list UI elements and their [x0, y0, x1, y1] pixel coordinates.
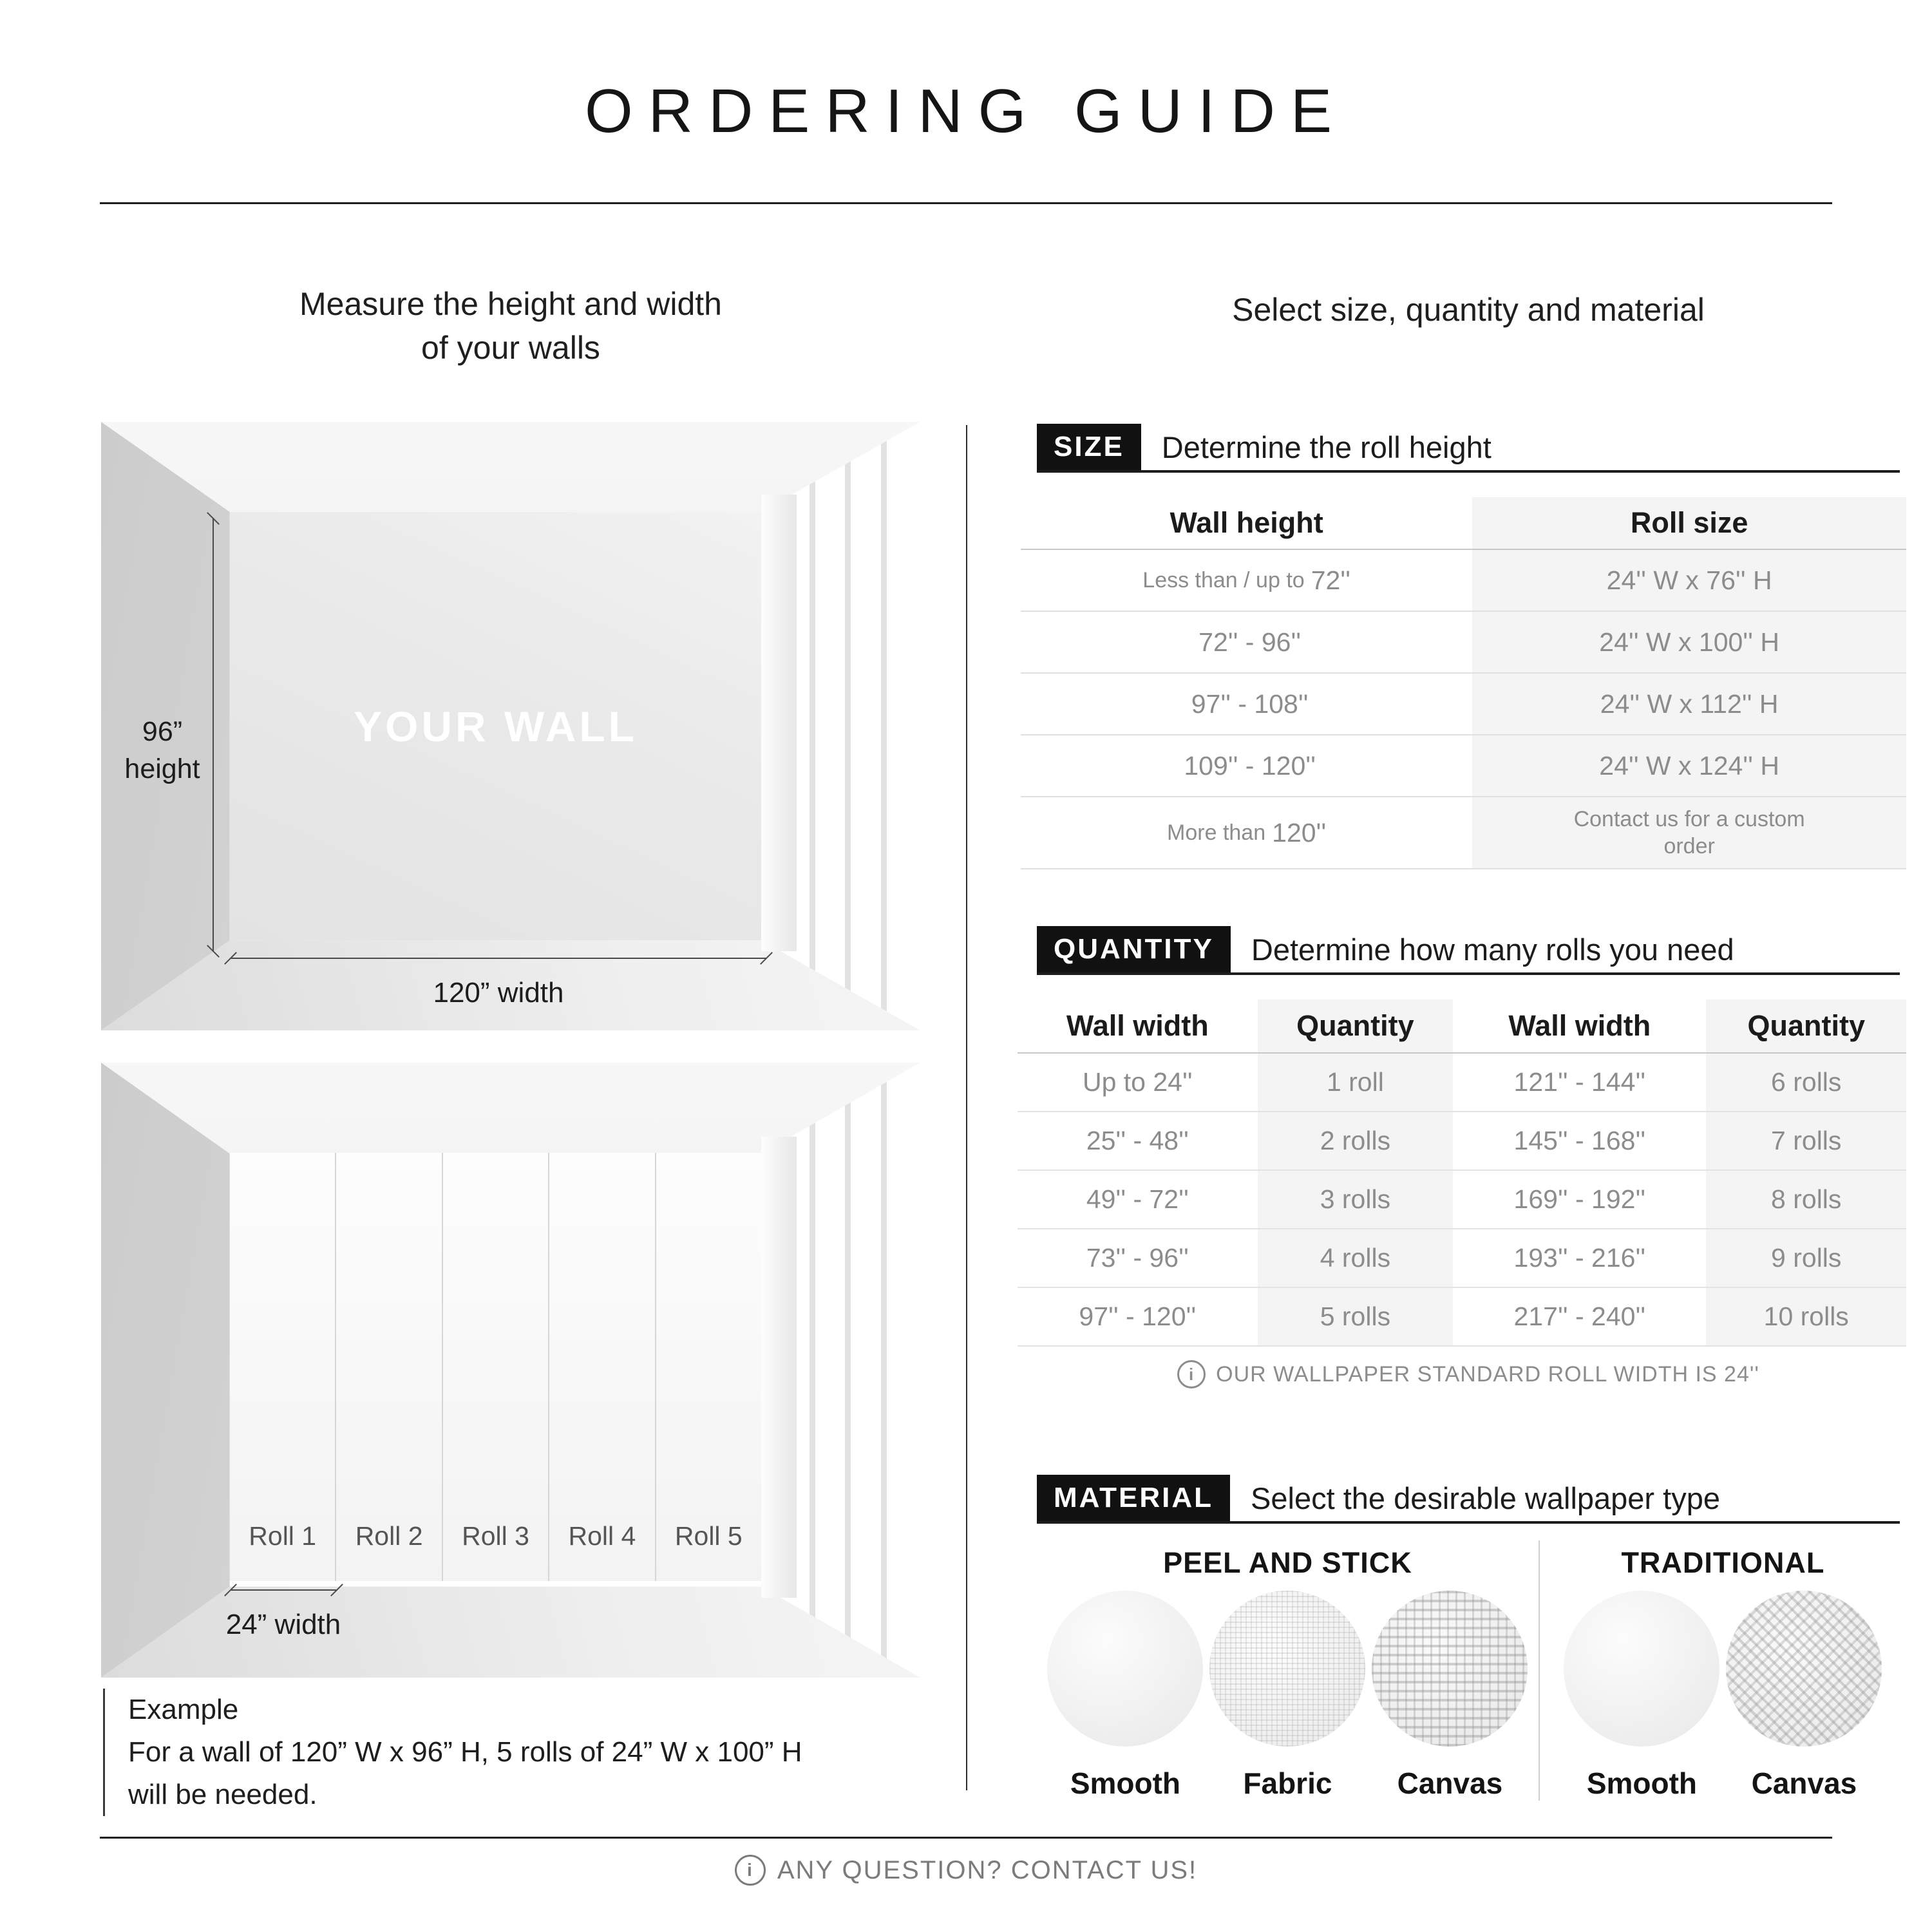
size-table-row — [1021, 612, 1906, 674]
quantity-table-header — [1018, 999, 1906, 1054]
wall-height-value: 72'' — [1311, 565, 1350, 595]
wall-width-value: 193'' - 216'' — [1513, 1243, 1646, 1273]
quantity-table — [1018, 999, 1906, 1347]
quantity-value: 9 rolls — [1706, 1229, 1906, 1287]
quantity-badge: QUANTITY — [1037, 926, 1231, 972]
window-mullion — [881, 1063, 887, 1678]
info-icon: i — [735, 1855, 766, 1886]
window-mullion — [810, 1063, 815, 1678]
swatch-label: Canvas — [1397, 1766, 1503, 1800]
header-divider — [100, 202, 1832, 204]
quantity-table-row — [1018, 1171, 1906, 1229]
roll-width-note — [1037, 1360, 1900, 1388]
wall-width-value: 73'' - 96'' — [1086, 1243, 1189, 1273]
wall-width-value: 25'' - 48'' — [1086, 1126, 1189, 1155]
material-subtitle: Select the desirable wallpaper type — [1251, 1481, 1720, 1515]
wall-height-prefix: More than — [1167, 820, 1266, 845]
window-mullion — [845, 1063, 851, 1678]
fabric-texture-icon — [1209, 1591, 1365, 1747]
quantity-table-row — [1018, 1112, 1906, 1171]
info-icon: i — [1177, 1360, 1206, 1388]
window-frame-pillar — [761, 1137, 797, 1598]
window-frame-pillar — [761, 495, 797, 951]
roll-panel-label: Roll 3 — [462, 1521, 529, 1551]
measure-heading — [101, 282, 920, 370]
quantity-value: 3 rolls — [1258, 1171, 1454, 1228]
col-wall-width: Wall width — [1066, 1009, 1209, 1042]
roll-size-value: Contact us for a custom order — [1573, 806, 1805, 858]
wall-width-value: Up to 24'' — [1082, 1067, 1193, 1097]
select-heading: Select size, quantity and material — [1232, 292, 1705, 328]
size-badge: SIZE — [1037, 424, 1141, 470]
col-quantity: Quantity — [1706, 999, 1906, 1052]
example-line1: For a wall of 120” W x 96” H, 5 rolls of 24” W x 100” H — [128, 1736, 802, 1768]
wall-height-value: 72'' - 96'' — [1198, 627, 1302, 657]
swatch-row — [1047, 1591, 1528, 1801]
quantity-table-row — [1018, 1229, 1906, 1288]
height-value: 96” — [142, 716, 183, 747]
quantity-value: 6 rolls — [1706, 1054, 1906, 1111]
size-table-row — [1021, 550, 1906, 612]
wall-width-value: 121'' - 144'' — [1513, 1067, 1646, 1097]
roll-panel — [549, 1153, 656, 1581]
roll-width-dimension-line — [231, 1589, 337, 1591]
quantity-table-row — [1018, 1054, 1906, 1112]
size-table-row — [1021, 674, 1906, 735]
example-title: Example — [128, 1694, 239, 1725]
material-section-header — [1037, 1475, 1900, 1524]
wall-height-value: 109'' - 120'' — [1184, 750, 1316, 781]
width-dimension-line — [231, 958, 766, 959]
quantity-section-header — [1037, 926, 1900, 975]
room-illustration-rolls — [101, 1063, 920, 1678]
quantity-value: 4 rolls — [1258, 1229, 1454, 1287]
measure-heading-line1: Measure the height and width — [299, 286, 722, 322]
group-title: TRADITIONAL — [1621, 1546, 1825, 1579]
col-roll-size: Roll size — [1472, 497, 1906, 549]
swatch-row — [1564, 1591, 1882, 1801]
material-group-peel-and-stick — [1037, 1540, 1539, 1801]
window-mullion — [881, 422, 887, 1030]
col-wall-height: Wall height — [1170, 506, 1323, 539]
roll-panel-label: Roll 1 — [249, 1521, 317, 1551]
wall-width-value: 145'' - 168'' — [1513, 1126, 1646, 1155]
footer-divider — [100, 1837, 1832, 1839]
swatch-label: Smooth — [1586, 1766, 1698, 1800]
wall-width-value: 97'' - 120'' — [1079, 1302, 1197, 1331]
roll-size-value: 24'' W x 76'' H — [1606, 565, 1772, 595]
roll-width-dimension-label: 24” width — [225, 1609, 341, 1640]
roll-panel — [336, 1153, 442, 1581]
canvas-texture-icon — [1372, 1591, 1528, 1747]
size-table — [1021, 497, 1906, 869]
col-quantity: Quantity — [1258, 999, 1454, 1052]
quantity-value: 5 rolls — [1258, 1288, 1454, 1345]
column-divider — [966, 425, 967, 1790]
size-section-header — [1037, 424, 1900, 473]
size-table-header — [1021, 497, 1906, 550]
roll-size-value: 24'' W x 124'' H — [1599, 750, 1779, 781]
roll-panel — [230, 1153, 336, 1581]
material-swatch-canvas — [1372, 1591, 1528, 1801]
smooth-texture-icon — [1047, 1591, 1203, 1747]
window-mullion — [810, 422, 815, 1030]
wall-width-value: 217'' - 240'' — [1513, 1302, 1646, 1331]
page-title: ORDERING GUIDE — [584, 77, 1348, 146]
wall-height-value: 97'' - 108'' — [1191, 688, 1309, 719]
width-dimension-label: 120” width — [433, 977, 564, 1009]
wall-height-value: 120'' — [1272, 817, 1327, 848]
material-swatch-fabric — [1209, 1591, 1365, 1801]
back-wall — [230, 512, 761, 940]
window-mullion — [845, 422, 851, 1030]
roll-width-note-text: OUR WALLPAPER STANDARD ROLL WIDTH IS 24'' — [1216, 1361, 1759, 1387]
roll-panel-label: Roll 2 — [355, 1521, 423, 1551]
swatch-label: Smooth — [1070, 1766, 1181, 1800]
swatch-label: Canvas — [1751, 1766, 1857, 1800]
wallpaper-roll-panels — [230, 1153, 761, 1581]
roll-panel-label: Roll 4 — [568, 1521, 636, 1551]
example-line2: will be needed. — [128, 1779, 317, 1810]
roll-size-value: 24'' W x 112'' H — [1600, 688, 1779, 719]
material-badge: MATERIAL — [1037, 1475, 1230, 1521]
example-block — [103, 1689, 802, 1816]
height-dimension-label — [108, 713, 217, 788]
wall-height-prefix: Less than / up to — [1142, 567, 1305, 592]
your-wall-label: YOUR WALL — [354, 702, 638, 750]
quantity-table-row — [1018, 1288, 1906, 1347]
material-swatch-smooth — [1564, 1591, 1719, 1801]
material-swatch-smooth — [1047, 1591, 1203, 1801]
material-swatch-canvas — [1726, 1591, 1882, 1801]
roll-size-value: 24'' W x 100'' H — [1599, 627, 1779, 657]
roll-panel-label: Roll 5 — [674, 1521, 743, 1551]
size-subtitle: Determine the roll height — [1161, 430, 1492, 464]
swatch-label: Fabric — [1243, 1766, 1332, 1800]
quantity-value: 8 rolls — [1706, 1171, 1906, 1228]
roll-panel — [656, 1153, 761, 1581]
footer-contact-text: ANY QUESTION? CONTACT US! — [777, 1855, 1198, 1884]
wall-width-value: 49'' - 72'' — [1086, 1184, 1189, 1214]
smooth-texture-icon — [1564, 1591, 1719, 1747]
col-wall-width: Wall width — [1508, 1009, 1651, 1042]
size-table-row — [1021, 797, 1906, 869]
material-group-traditional — [1539, 1540, 1906, 1801]
quantity-value: 2 rolls — [1258, 1112, 1454, 1170]
roll-panel — [443, 1153, 549, 1581]
measure-heading-line2: of your walls — [421, 330, 600, 366]
quantity-value: 10 rolls — [1706, 1288, 1906, 1345]
group-title: PEEL AND STICK — [1163, 1546, 1412, 1579]
quantity-value: 7 rolls — [1706, 1112, 1906, 1170]
wall-width-value: 169'' - 192'' — [1513, 1184, 1646, 1214]
material-groups — [1037, 1540, 1906, 1801]
quantity-subtitle: Determine how many rolls you need — [1251, 932, 1734, 967]
room-illustration-your-wall — [101, 422, 920, 1030]
size-table-row — [1021, 735, 1906, 797]
footer-contact — [0, 1855, 1932, 1886]
quantity-value: 1 roll — [1258, 1054, 1454, 1111]
height-word: height — [124, 753, 200, 785]
canvas-texture-icon — [1726, 1591, 1882, 1747]
